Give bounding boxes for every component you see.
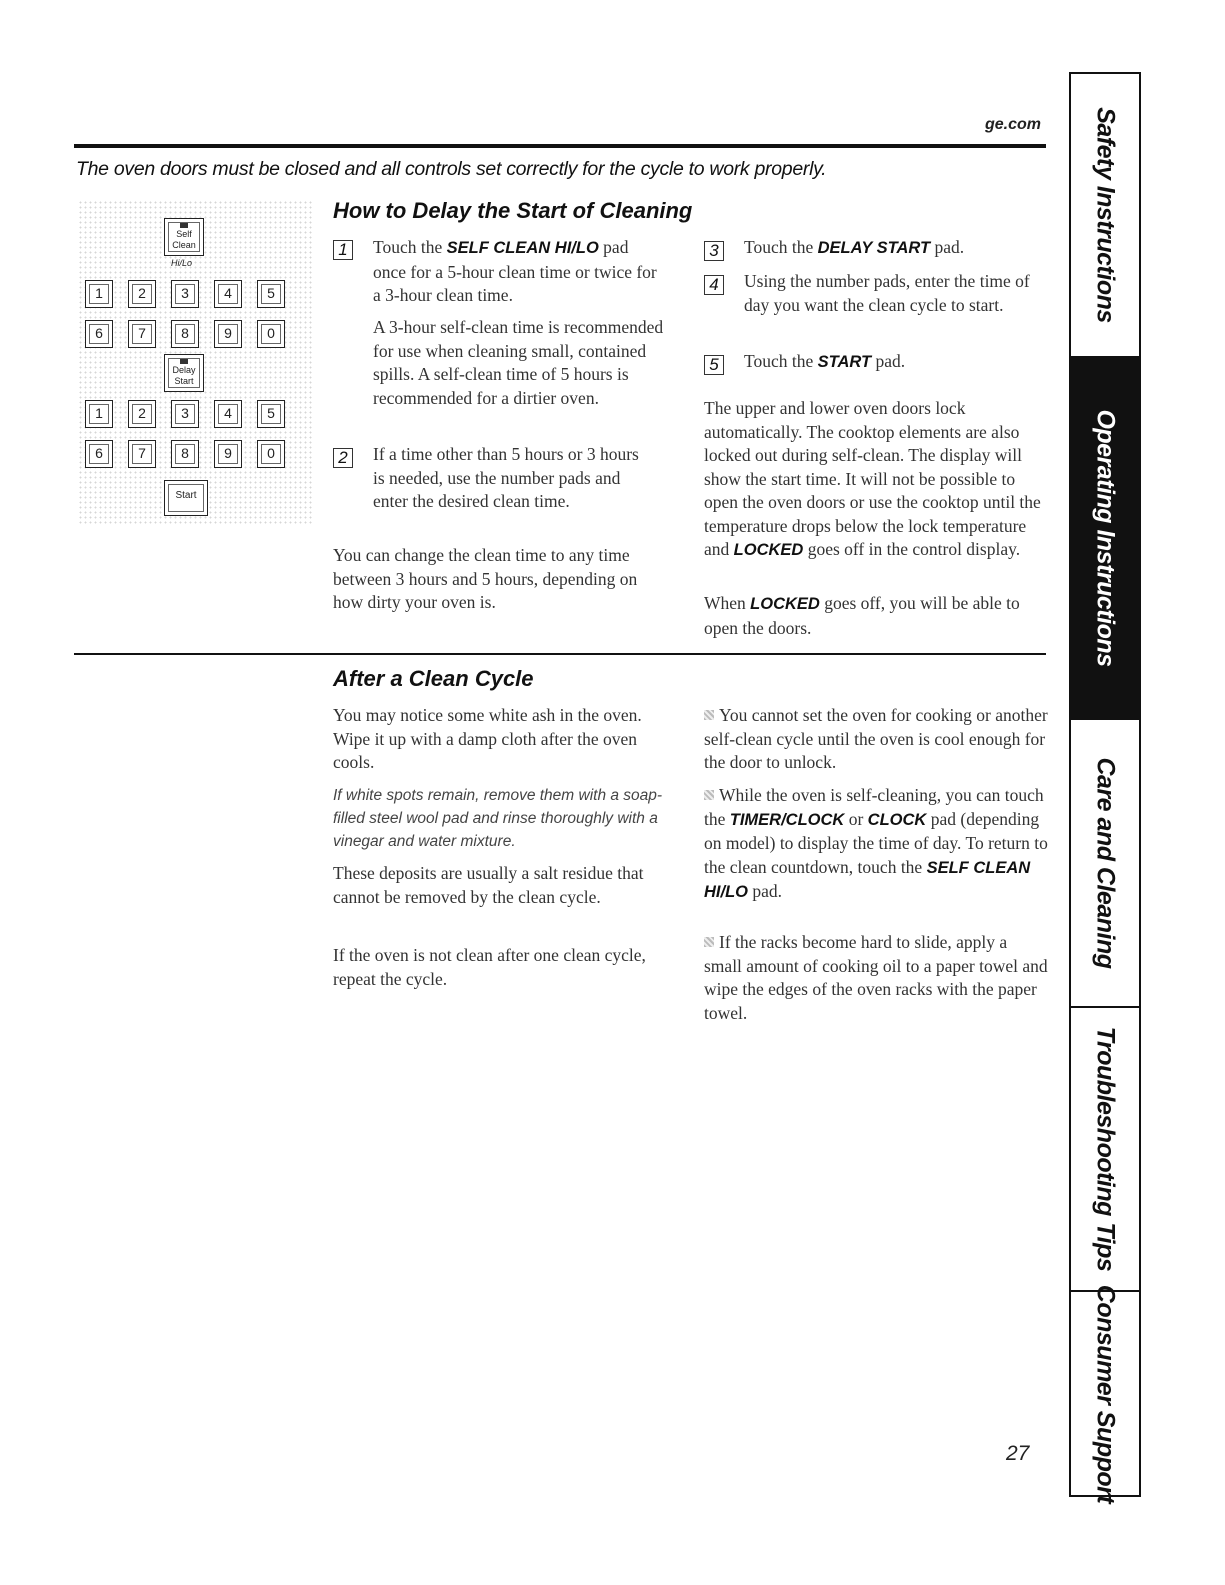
header-rule — [74, 144, 1046, 148]
timer-clock-pad-label: TIMER/CLOCK — [729, 810, 845, 829]
step-text-pre: Touch the — [373, 237, 447, 257]
salt-residue-note: These deposits are usually a salt residue that cannot be removed by the clean cycle. — [333, 863, 644, 907]
number-key: 9 — [214, 440, 242, 468]
number-key: 8 — [171, 440, 199, 468]
number-key: 5 — [257, 400, 285, 428]
page-number: 27 — [1006, 1442, 1030, 1465]
step-text-post: pad. — [930, 237, 965, 257]
tab-label: Care and Cleaning — [1091, 757, 1120, 969]
change-time-note: You can change the clean time to any time between 3 hours and 5 hours, depending on how dirty your oven is. — [333, 545, 638, 612]
unlock-text-post: goes off, you will be able to open the doors. — [704, 593, 1020, 638]
number-key: 0 — [257, 440, 285, 468]
number-key: 3 — [171, 400, 199, 428]
tab-label: Safety Instructions — [1091, 107, 1120, 323]
number-key: 4 — [214, 400, 242, 428]
number-key: 6 — [85, 320, 113, 348]
start-key-label: Start — [175, 490, 197, 501]
bullet-text: or — [844, 808, 868, 829]
tab-consumer-support[interactable] — [1071, 1284, 1139, 1503]
repeat-cycle-note: If the oven is not clean after one clean cycle, repeat the cycle. — [333, 945, 646, 989]
bullet-text: pad (depending on model) to display the time of day. To return to the clean countdown, touch the — [704, 808, 1048, 877]
bullet-text: If the racks become hard to slide, apply a small amount of cooking oil to a paper towel and wipe the edges of the oven racks with the paper towel. — [704, 932, 1048, 1023]
step-text-pre: Touch the — [744, 351, 818, 371]
tab-label: Operating Instructions — [1091, 409, 1120, 667]
bullet-list-item — [704, 784, 1049, 905]
tab-safety-instructions[interactable] — [1071, 74, 1139, 356]
control-panel-illustration — [78, 200, 314, 524]
self-clean-key — [164, 218, 204, 256]
delay-start-key — [164, 354, 204, 392]
number-key: 3 — [171, 280, 199, 308]
section-tabs — [1069, 72, 1141, 1503]
tab-operating-instructions[interactable] — [1071, 356, 1139, 720]
delay-section-title: How to Delay the Start of Cleaning — [333, 198, 693, 223]
step-text-post: pad. — [871, 351, 906, 371]
bullet-icon — [704, 790, 714, 800]
number-key: 5 — [257, 280, 285, 308]
step-number: 5 — [704, 355, 724, 375]
clock-pad-label: CLOCK — [867, 810, 927, 829]
step-number: 2 — [333, 448, 353, 468]
number-key: 2 — [128, 400, 156, 428]
lock-text-pre: The upper and lower oven doors lock automatically. The cooktop elements are also locked out during self-clean. The display will show the start time. It will not be possible to open the oven doors or use the cooktop until the temperature drops below the lock temperature and — [704, 398, 1041, 559]
delay-start-pad-label: DELAY START — [817, 239, 931, 257]
locked-label: LOCKED — [750, 595, 820, 613]
number-key: 9 — [214, 320, 242, 348]
step-text: If a time other than 5 hours or 3 hours is needed, use the number pads and enter the desired clean time. — [373, 444, 639, 511]
door-lock-explanation — [704, 397, 1044, 563]
hi-lo-label: Hi/Lo — [171, 258, 193, 268]
step-text — [744, 350, 1044, 375]
self-clean-pad-label: SELF CLEAN HI/LO — [704, 858, 1031, 901]
site-url: ge.com — [985, 116, 1042, 133]
indicator-light-icon — [180, 359, 188, 364]
step-text-pre: Touch the — [744, 237, 818, 257]
step-number: 1 — [333, 240, 353, 260]
number-key: 6 — [85, 440, 113, 468]
number-key: 0 — [257, 320, 285, 348]
tab-troubleshooting-tips[interactable] — [1071, 1008, 1139, 1290]
delay-start-key-label: Delay Start — [172, 365, 196, 386]
self-clean-key-label: Self Clean — [172, 229, 196, 250]
tab-label: Troubleshooting Tips — [1091, 1026, 1120, 1272]
bullet-text: pad. — [748, 881, 783, 901]
start-key — [164, 480, 208, 516]
number-key: 4 — [214, 280, 242, 308]
step-number: 4 — [704, 275, 724, 295]
after-section-title: After a Clean Cycle — [333, 666, 534, 691]
step-text-post: pad once for a 5-hour clean time or twice for a 3-hour clean time. — [373, 237, 657, 305]
indicator-light-icon — [180, 223, 188, 228]
number-key: 7 — [128, 320, 156, 348]
tab-label: Consumer Support — [1091, 1284, 1120, 1503]
intro-note: The oven doors must be closed and all controls set correctly for the cycle to work properly. — [76, 158, 827, 180]
bullet-list-item — [704, 931, 1049, 1025]
step-text: Using the number pads, enter the time of day you want the clean cycle to start. — [744, 271, 1030, 315]
lock-text-post: goes off in the control display. — [803, 539, 1021, 559]
number-key: 7 — [128, 440, 156, 468]
start-pad-label: START — [817, 353, 872, 371]
clean-time-recommendation: A 3-hour self-clean time is recommended for use when cleaning small, contained spills. A self-clean time of 5 hours is recommended for a dirtier oven. — [373, 317, 664, 408]
bullet-text: You cannot set the oven for cooking or another self-clean cycle until the oven is cool enough for the door to unlock. — [704, 705, 1048, 772]
number-key: 2 — [128, 280, 156, 308]
step-text — [373, 236, 663, 308]
self-clean-pad-label: SELF CLEAN HI/LO — [446, 239, 599, 257]
bullet-icon — [704, 937, 714, 947]
bullet-list-item — [704, 704, 1049, 775]
locked-label: LOCKED — [733, 541, 804, 559]
bullet-icon — [704, 710, 714, 720]
number-key: 1 — [85, 280, 113, 308]
number-key: 8 — [171, 320, 199, 348]
step-number: 3 — [704, 241, 724, 261]
white-ash-note: You may notice some white ash in the oven. Wipe it up with a damp cloth after the oven cools. — [333, 705, 642, 772]
section-rule — [74, 653, 1046, 655]
white-spots-tip: If white spots remain, remove them with a soap-filled steel wool pad and rinse thoroughly with a vinegar and water mixture. — [333, 787, 663, 850]
unlock-note — [704, 592, 1034, 640]
bullet-text: While the oven is self-cleaning, you can touch the — [704, 785, 1044, 829]
step-text — [744, 236, 1044, 261]
tab-care-and-cleaning[interactable] — [1071, 720, 1139, 1006]
unlock-text-pre: When — [704, 593, 751, 613]
number-key: 1 — [85, 400, 113, 428]
